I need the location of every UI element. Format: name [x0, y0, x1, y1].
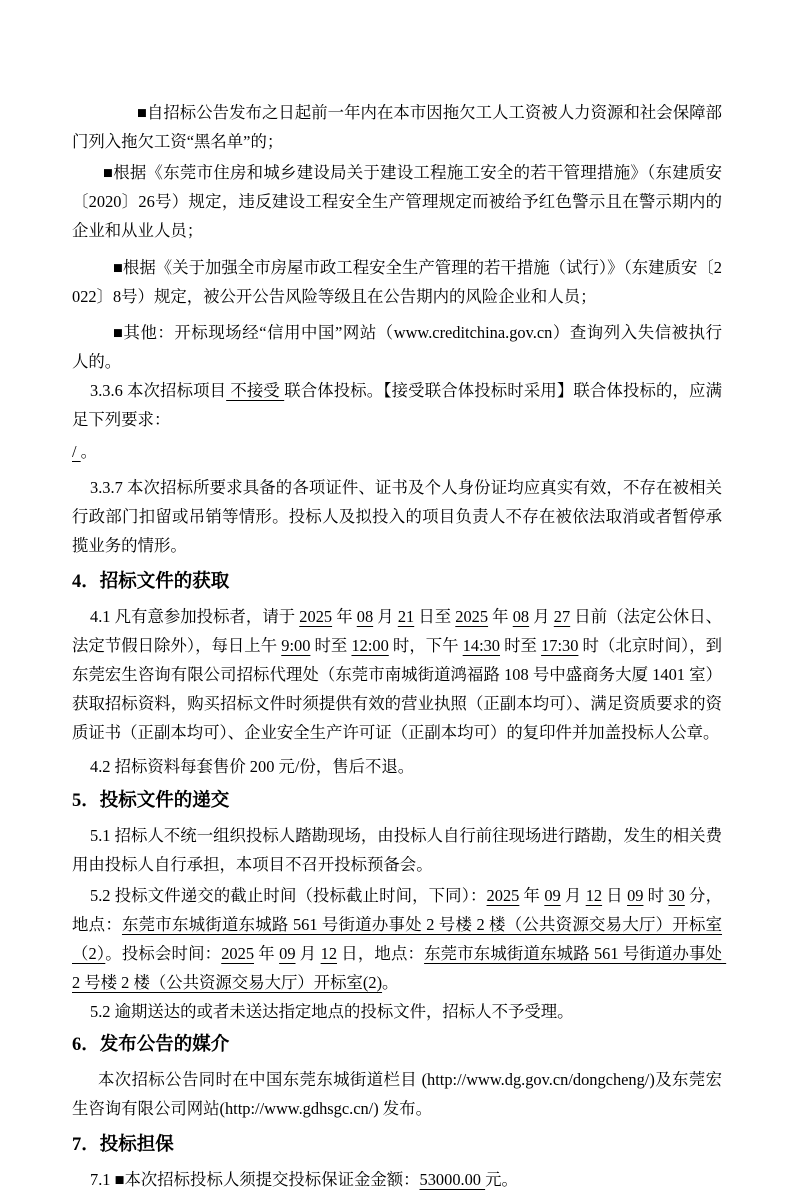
text-run: ■其他：开标现场经“信用中国”网站（www.creditchina.gov.cn）查询列入失信被执行人的。: [72, 323, 722, 371]
text-run: 5.1 招标人不统一组织投标人踏勘现场，由投标人自行前往现场进行踏勘，发生的相关费用由投标人自行承担，本项目不召开投标预备会。: [72, 826, 722, 874]
para-media-websites: [72, 1065, 722, 1123]
para-slash-placeholder: [72, 437, 722, 466]
para-other-credit-china: [72, 318, 722, 376]
heading-4-document-acquisition: [72, 567, 722, 598]
text-run: 月: [295, 944, 321, 963]
text-run: 年: [254, 944, 280, 963]
text-run: 月: [560, 886, 586, 905]
text-run: 月: [529, 607, 554, 626]
underlined-text: /: [72, 442, 81, 461]
text-run: 日，地点：: [337, 944, 425, 963]
text-run: 5.2 投标文件递交的截止时间（投标截止时间，下同）：: [90, 886, 487, 905]
text-run: 。: [80, 442, 98, 461]
text-run: 4.2 招标资料每套售价 200 元/份，售后不退。: [90, 757, 415, 776]
underlined-text: 2025: [221, 944, 255, 963]
text-run: 4．招标文件的获取: [72, 572, 230, 592]
text-run: 年: [332, 607, 357, 626]
heading-6-announcement-media: [72, 1030, 722, 1061]
text-run: 年: [488, 607, 513, 626]
para-5-2-deadline: [72, 881, 727, 997]
para-risk-announcement: [72, 253, 722, 311]
heading-5-bid-submission: [72, 786, 722, 817]
underlined-text: 东莞市东城街道东城路 561 号街道办事处 2 号楼 2 楼（公共资源交易大厅）开标室(2): [72, 944, 727, 992]
text-run: 。: [382, 973, 399, 992]
text-run: 元。: [485, 1170, 518, 1189]
text-run: 联合体投标。【接受联合体投标时采用】联合体投标的，应满足下列要求：: [72, 381, 722, 429]
text-run: 时: [643, 886, 669, 905]
text-run: 时（北京时间），到东莞宏生咨询有限公司招标代理处（东莞市南城街道鸿福路 108 号中盛商务大厦 1401 室）获取招标资料，购买招标文件时须提供有效的营业执照（正副本均可）、满足资质要求的资质证书（正副本均可）、企业安全生产许可证（正副本均可）的复印件并加盖投标人公章。: [72, 636, 723, 742]
underlined-text: 12: [585, 886, 603, 905]
para-3-3-6-consortium: [72, 376, 722, 434]
text-run: ■根据《关于加强全市房屋市政工程安全生产管理的若干措施（试行）》（东建质安〔2022〕8号）规定，被公开公告风险等级且在公告期内的风险企业和人员；: [72, 258, 722, 306]
text-run: 5．投标文件的递交: [72, 791, 230, 811]
text-run: ■自招标公告发布之日起前一年内在本市因拖欠工人工资被人力资源和社会保障部门列入拖欠工资“黑名单”的；: [72, 103, 722, 151]
para-5-2-overdue: [72, 997, 722, 1026]
para-3-3-7-certificates: [72, 473, 722, 560]
para-7-1-bid-bond: [72, 1165, 722, 1194]
text-run: ■根据《东莞市住房和城乡建设局关于建设工程施工安全的若干管理措施》（东建质安〔2020〕26号）规定，违反建设工程安全生产管理规定而被给予红色警示且在警示期内的企业和从业人员；: [72, 163, 722, 240]
text-run: 4.1 凡有意参加投标者，请于: [90, 607, 300, 626]
underlined-text: 12: [320, 944, 338, 963]
text-run: 月: [373, 607, 398, 626]
underlined-text: 17:30: [541, 636, 579, 655]
para-4-2-price: [72, 752, 722, 781]
text-run: 本次招标公告同时在中国东莞东城街道栏目 (http://www.dg.gov.cn/dongcheng/)及东莞宏生咨询有限公司网站(http://www.gdhsgc.cn/) 发布。: [72, 1070, 722, 1118]
document-body: [72, 98, 727, 1194]
text-run: 7．投标担保: [72, 1135, 174, 1155]
underlined-text: 30: [668, 886, 685, 905]
text-run: 日前（法定公休日、法定节假日除外），每日上午: [72, 607, 723, 655]
underlined-text: 不接受: [226, 381, 285, 400]
text-run: 6．发布公告的媒介: [72, 1035, 230, 1055]
text-run: 5.2 逾期送达的或者未送达指定地点的投标文件，招标人不予受理。: [90, 1002, 574, 1021]
underlined-text: 14:30: [462, 636, 501, 655]
text-run: 年: [519, 886, 545, 905]
para-wage-blacklist: [72, 98, 722, 156]
underlined-text: 53000.00: [419, 1170, 486, 1189]
underlined-text: 2025: [486, 886, 520, 905]
underlined-text: 08: [512, 607, 530, 626]
para-red-warning: [72, 158, 722, 245]
underlined-text: 08: [356, 607, 374, 626]
underlined-text: 21: [397, 607, 415, 626]
underlined-text: 09: [627, 886, 644, 905]
underlined-text: 09: [279, 944, 296, 963]
para-4-1-acquisition-detail: [72, 602, 722, 747]
text-run: 时至: [310, 636, 352, 655]
underlined-text: 2025: [299, 607, 333, 626]
text-run: 日: [602, 886, 628, 905]
underlined-text: 12:00: [351, 636, 389, 655]
text-run: 。投标会时间：: [105, 944, 222, 963]
text-run: 时至: [500, 636, 542, 655]
text-run: 分，地点：: [72, 886, 722, 934]
underlined-text: 东莞市东城街道东城路 561 号街道办事处 2 号楼 2 楼（公共资源交易大厅）开标室（2）: [72, 915, 723, 963]
heading-7-bid-guarantee: [72, 1130, 722, 1161]
text-run: 时，下午: [388, 636, 463, 655]
underlined-text: 2025: [455, 607, 489, 626]
text-run: 3.3.7 本次招标所要求具备的各项证件、证书及个人身份证均应真实有效，不存在被相关行政部门扣留或吊销等情形。投标人及拟投入的项目负责人不存在被依法取消或者暂停承揽业务的情形。: [72, 478, 722, 555]
text-run: 3.3.6 本次招标项目: [90, 381, 227, 400]
text-run: 日至: [414, 607, 456, 626]
para-5-1-site-survey: [72, 821, 722, 879]
underlined-text: 9:00: [281, 636, 311, 655]
underlined-text: 09: [544, 886, 561, 905]
underlined-text: 27: [553, 607, 571, 626]
text-run: 7.1 ■本次招标投标人须提交投标保证金金额：: [90, 1170, 420, 1189]
